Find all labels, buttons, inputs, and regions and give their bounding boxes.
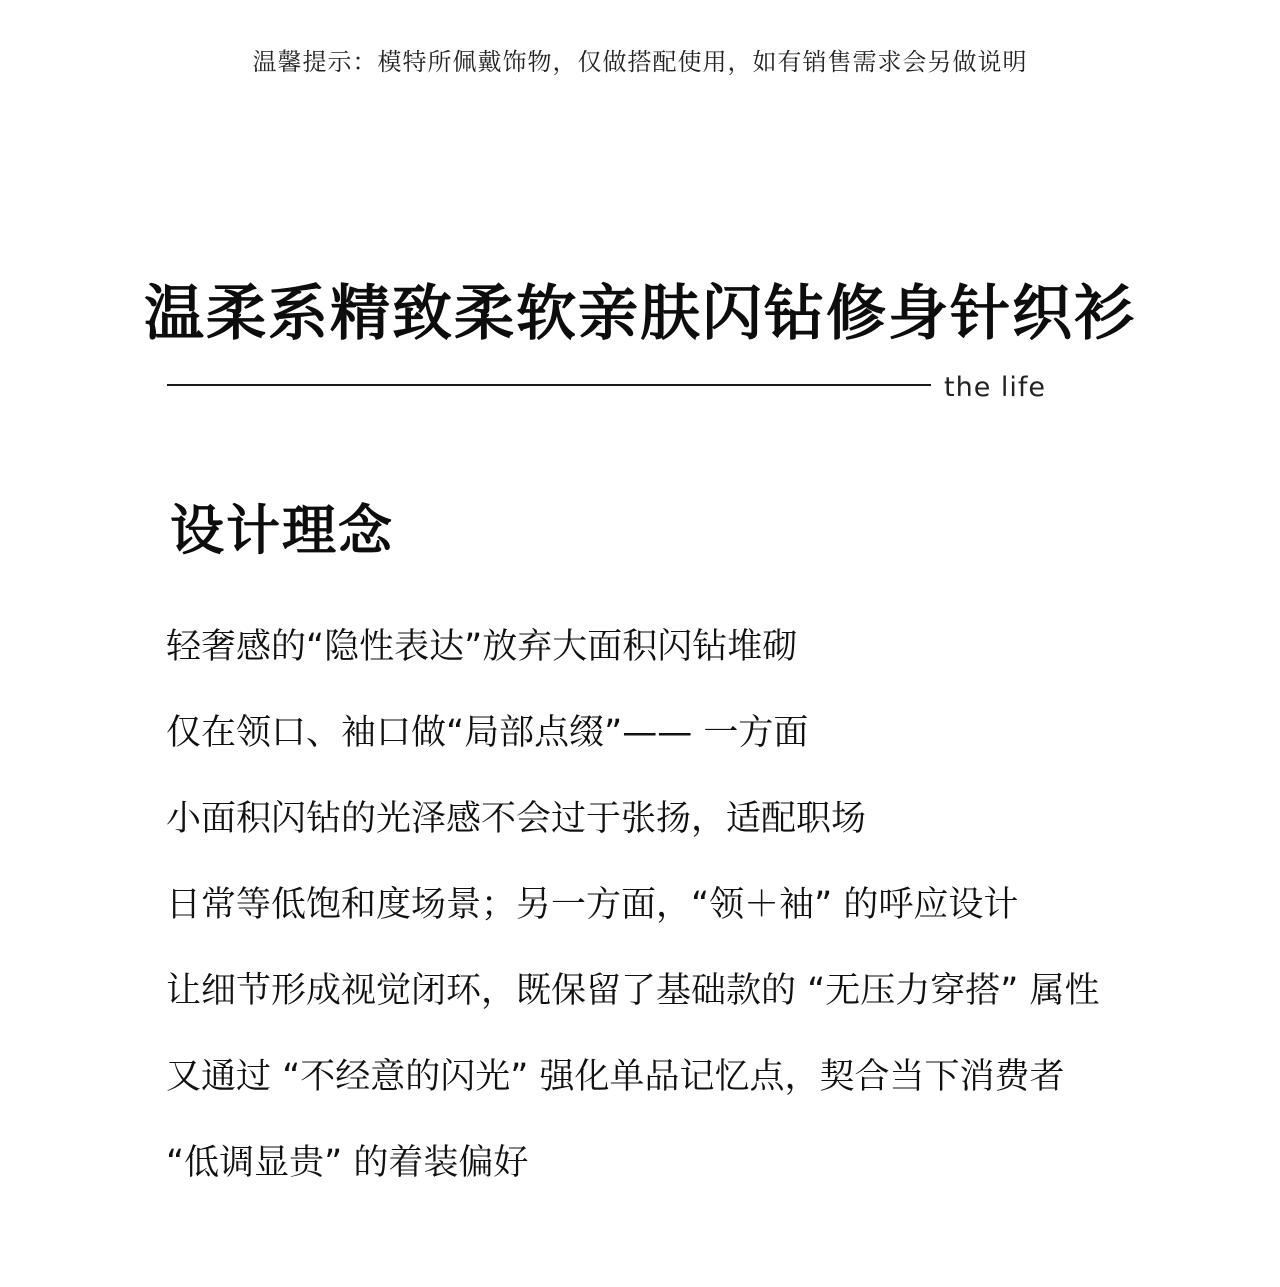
notice-text: 温馨提示：模特所佩戴饰物，仅做搭配使用，如有销售需求会另做说明	[252, 48, 1028, 76]
design-concept-text	[166, 622, 1266, 1224]
text-line: 仅在领口、袖口做“局部点缀”—— 一方面	[166, 713, 809, 753]
product-title: 温柔系精致柔软亲肤闪钻修身针织衫	[144, 279, 1136, 349]
text-line: 又通过 “不经意的闪光” 强化单品记忆点，契合当下消费者	[166, 1057, 1065, 1097]
section-heading: 设计理念	[170, 499, 394, 562]
text-line: 日常等低饱和度场景；另一方面，“领＋袖” 的呼应设计	[166, 885, 1019, 925]
title-divider-line	[167, 384, 931, 386]
text-line: 让细节形成视觉闭环，既保留了基础款的 “无压力穿搭” 属性	[166, 971, 1100, 1011]
text-line: “低调显贵” 的着装偏好	[166, 1143, 529, 1183]
text-line: 小面积闪钻的光泽感不会过于张扬，适配职场	[166, 799, 867, 839]
text-line: 轻奢感的“隐性表达”放弃大面积闪钻堆砌	[166, 627, 798, 667]
tagline: the life	[944, 372, 1047, 403]
